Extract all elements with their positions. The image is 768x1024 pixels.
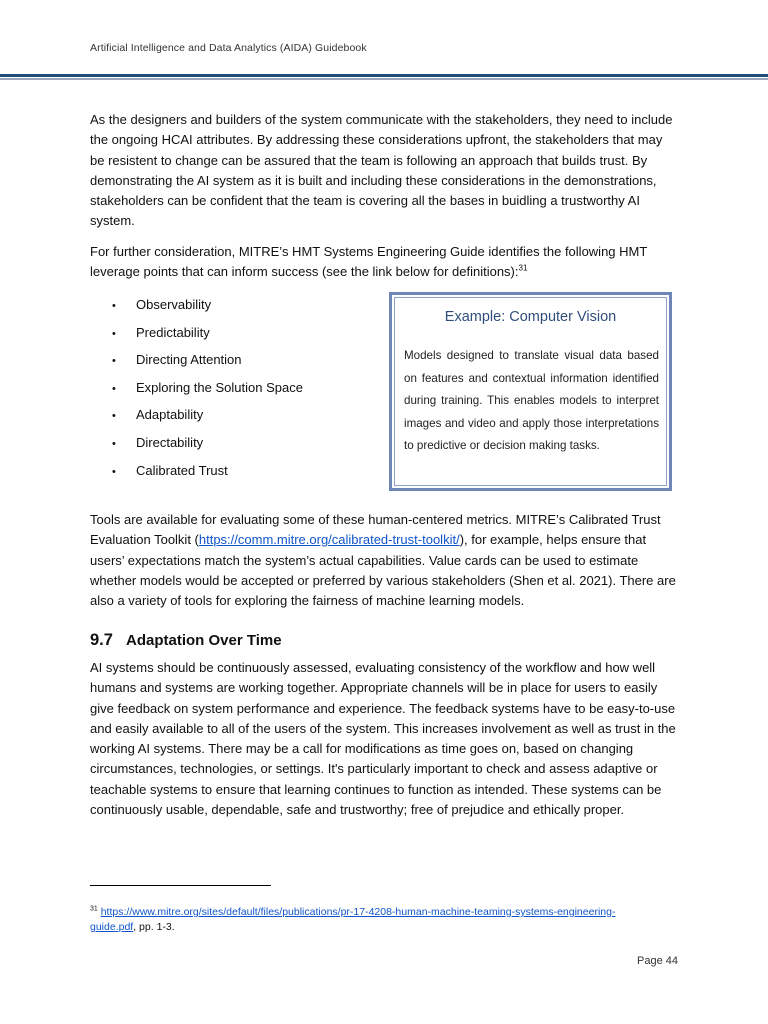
list-item [112, 378, 303, 406]
bullet-icon: • [112, 465, 116, 478]
footnote-suffix: , pp. 1-3. [133, 921, 175, 933]
bullet-icon: • [112, 327, 116, 340]
list-item [112, 350, 303, 378]
bullet-icon: • [112, 355, 116, 368]
list-item-label: Predictability [136, 324, 210, 340]
bullet-icon: • [112, 437, 116, 450]
paragraph-adaptation: AI systems should be continuously assessed, evaluating consistency of the workflow and how well humans and systems are working together. Appropriate channels will be in place for users to easily give feedback on system performance and experience. The feedback systems have to be easy-to-use and easily available to all of the users of the system. This increases involvement as well as trust in the working AI systems. There may be a call for modifications as time goes on, based on changing circumstances, technologies, or settings. It's particularly important to check and assess adaptive or teachable systems to ensure that learning continues to function as intended. These systems can be continuously usable, dependable, safe and trustworthy; free of prejudice and ethically proper. [90, 660, 676, 818]
list-item-label: Calibrated Trust [136, 462, 228, 478]
paragraph-hcai-attributes: As the designers and builders of the system communicate with the stakeholders, they need to include the ongoing HCAI attributes. By addressing these considerations upfront, the stakeholders that may be resistent to change can be assured that the team is following an approach that builds trust. By demonstrating the AI system as it is built and including these considerations in the demonstrations, stakeholders can be confident that the team is covering all the bases in buidling a trustworthy AI system. [90, 112, 673, 229]
bullet-icon: • [112, 300, 116, 312]
paragraph-evaluation-tools [90, 510, 680, 611]
list-item-label: Directability [136, 434, 204, 450]
list-item-label: Observability [136, 297, 212, 312]
section-heading [90, 631, 282, 650]
paragraph-tools-after: ), for example, helps ensure that users’ expectations match the system’s actual capabilities. Value cards can be used to estimate whether models would be accepted or preferred by various stakeholders (Shen et al. 2021). There are also a variety of tools for exploring the fairness of machine learning models. [90, 532, 676, 609]
footnote-ref[interactable]: 31 [518, 263, 528, 273]
example-callout-title: Example: Computer Vision [444, 309, 617, 325]
paragraph-hmt-leverage [90, 242, 680, 283]
running-header-title: Artificial Intelligence and Data Analytics (AIDA) Guidebook [90, 42, 367, 54]
header-rule [0, 74, 768, 77]
bullet-icon: • [112, 410, 116, 423]
section-title: Adaptation Over Time [126, 632, 282, 649]
hmt-guide-link[interactable]: https://www.mitre.org/sites/default/files/publications/pr-17-4208-human-machine-teaming-systems-engineering-guide.pdf [90, 906, 616, 933]
example-callout-box [389, 292, 672, 491]
footnote [90, 905, 650, 935]
list-item [112, 461, 303, 489]
section-number: 9.7 [90, 631, 113, 649]
paragraph-hmt-text: For further consideration, MITRE’s HMT Systems Engineering Guide identifies the following HMT leverage points that can inform success (see the link below for definitions): [90, 244, 648, 280]
list-item [112, 295, 303, 323]
list-item [112, 323, 303, 351]
header-rule-secondary [0, 78, 768, 80]
leverage-points-list [112, 295, 303, 488]
list-item-label: Exploring the Solution Space [136, 379, 303, 395]
calibrated-trust-toolkit-link[interactable]: https://comm.mitre.org/calibrated-trust-toolkit/ [198, 532, 460, 548]
footnote-number: 31 [90, 905, 98, 913]
bullet-icon: • [112, 382, 116, 395]
paragraph-tools-before: Tools are available for evaluating some of these human-centered metrics. MITRE’s Calibrated Trust Evaluation Toolkit ( [90, 512, 661, 548]
list-item-label: Directing Attention [136, 352, 242, 368]
list-item [112, 433, 303, 461]
page-number: Page 44 [637, 955, 678, 967]
footnote-separator [90, 885, 271, 886]
example-callout-text: Models designed to translate visual data based on features and contextual information identified during training. This enables models to interpret images and video and apply those interpretations to predictive or decision making tasks. [404, 349, 659, 452]
list-item-label: Adaptability [136, 407, 204, 423]
list-item [112, 405, 303, 433]
